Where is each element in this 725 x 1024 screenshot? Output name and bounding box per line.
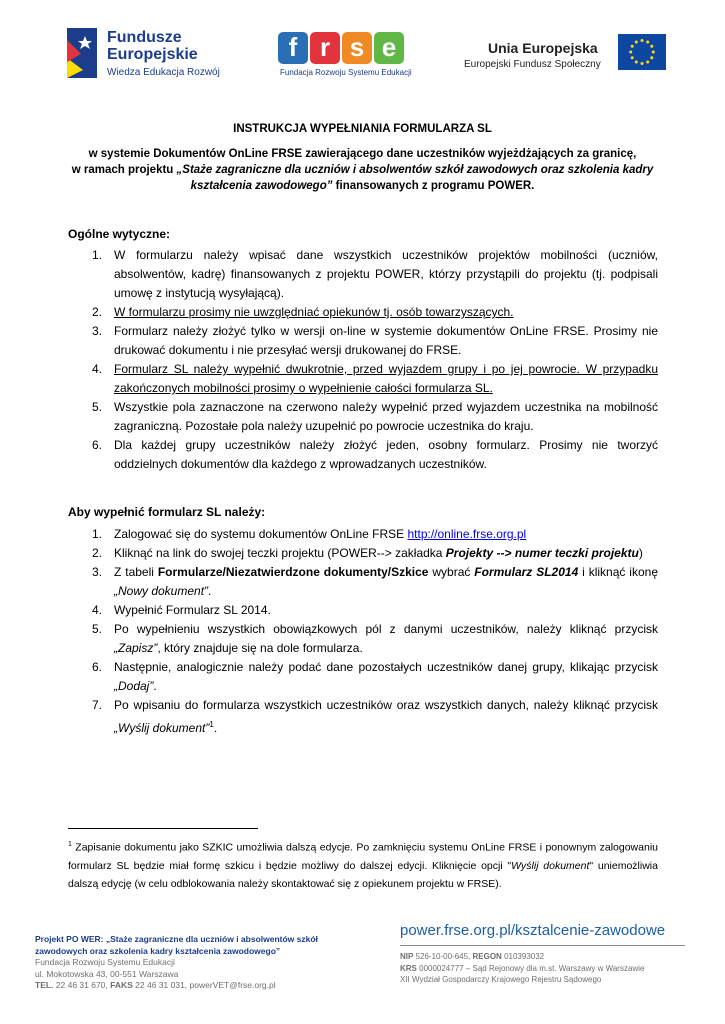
ue-logo-line1: Unia Europejska bbox=[488, 40, 598, 56]
general-guidelines-heading: Ogólne wytyczne: bbox=[68, 227, 171, 241]
list-item bbox=[68, 360, 658, 398]
item-text: i kliknąć ikonę bbox=[578, 565, 658, 579]
steps-list bbox=[68, 525, 658, 738]
footer-regon-label: REGON bbox=[472, 952, 502, 961]
item-text: . bbox=[208, 584, 212, 598]
item-text: Z tabeli bbox=[114, 565, 158, 579]
item-number: 1. bbox=[92, 248, 103, 262]
item-text: , który znajduje się na dole formularza. bbox=[157, 641, 363, 655]
item-text: Wypełnić Formularz SL 2014. bbox=[114, 603, 271, 617]
footer-left bbox=[35, 934, 355, 992]
footer-right bbox=[400, 951, 700, 986]
footer-krs-label: KRS bbox=[400, 963, 417, 973]
frse-logo-subtitle: Fundacja Rozwoju Systemu Edukacji bbox=[280, 68, 412, 77]
footnote-separator bbox=[68, 828, 258, 829]
footer-url[interactable]: power.frse.org.pl/ksztalcenie-zawodowe bbox=[400, 922, 666, 939]
footer-regon: 010393032 bbox=[501, 952, 545, 961]
list-item bbox=[68, 398, 658, 436]
item-text: Dla każdej grupy uczestników należy złożyć jeden, osobny formularz. Prosimy nie tworzyć oddzielnych dokumentów dla każdego z wprowadzanych uczestników. bbox=[114, 438, 658, 471]
item-text: . bbox=[153, 679, 157, 693]
item-text: W formularzu należy wpisać dane wszystkich uczestników projektów mobilności (uczniów, absolwentów, kadrę) finansowanych z projektu POWER, którzy przystąpili do projektu (tj. podpisali umowę z instytucją wysyłającą). bbox=[114, 248, 658, 300]
subtitle-project-name-cont: kształcenia zawodowego” bbox=[190, 180, 333, 192]
item-emphasis: Projekty --> numer teczki projektu bbox=[445, 546, 639, 560]
steps-heading: Aby wypełnić formularz SL należy: bbox=[68, 505, 266, 519]
unia-europejska-logo bbox=[464, 34, 670, 84]
footer-tel-label: TEL. bbox=[35, 980, 54, 990]
item-emphasis: „Wyślij dokument” bbox=[114, 721, 210, 735]
item-number: 4. bbox=[92, 362, 103, 376]
frse-letter-f: f bbox=[278, 32, 308, 64]
fe-logo-line3: Wiedza Edukacja Rozwój bbox=[107, 67, 220, 78]
frse-letter-s: s bbox=[342, 32, 372, 64]
fe-logo-line1: Fundusze bbox=[107, 29, 182, 46]
list-item bbox=[68, 601, 658, 620]
footer-project-text: „Staże zagraniczne dla uczniów i absolwentów szkół zawodowych oraz szkolenia kadry kształcenia zawodowego” bbox=[35, 934, 318, 956]
online-frse-link[interactable]: http://online.frse.org.pl bbox=[407, 527, 527, 541]
frse-logo bbox=[278, 32, 412, 84]
footnote-ref: 1 bbox=[209, 720, 214, 729]
list-item bbox=[68, 658, 658, 696]
footer-fax-label: FAKS bbox=[110, 980, 133, 990]
footer-separator bbox=[400, 945, 685, 946]
item-number: 2. bbox=[92, 546, 103, 560]
item-number: 2. bbox=[92, 305, 103, 319]
subtitle-line2-pre: w ramach projektu bbox=[71, 164, 177, 176]
list-item bbox=[68, 544, 658, 563]
frse-letter-e: e bbox=[374, 32, 404, 64]
footer-project-label: Projekt PO WER: bbox=[35, 934, 106, 944]
item-text: Formularz SL należy wypełnić dwukrotnie, przed wyjazdem grupy i po jej powrocie. W przypadku zakończonych mobilności prosimy o wypełnienie całości formularza SL. bbox=[114, 362, 658, 395]
document-subtitle bbox=[60, 146, 665, 194]
footer-nip-label: NIP bbox=[400, 952, 414, 961]
general-guidelines-list bbox=[68, 246, 658, 474]
subtitle-project-name: „Staże zagraniczne dla uczniów i absolwentów szkół zawodowych oraz szkolenia kadry bbox=[176, 164, 654, 176]
footer-tel: 22 46 31 670, bbox=[53, 980, 111, 990]
frse-letter-r: r bbox=[310, 32, 340, 64]
footer-krs: 0000024777 – Sąd Rejonowy dla m.st. Warszawy w Warszawie bbox=[416, 963, 645, 973]
footer-address: ul. Mokotowska 43, 00-551 Warszawa bbox=[35, 968, 179, 979]
footnote-emphasis: Wyślij dokument bbox=[511, 859, 590, 872]
footnote bbox=[68, 836, 658, 893]
list-item bbox=[68, 620, 658, 658]
item-text: Po wpisaniu do formularza wszystkich uczestników oraz wszystkich danych, należy kliknąć przycisk bbox=[114, 698, 658, 712]
list-item bbox=[68, 525, 658, 544]
item-text: W formularzu prosimy nie uwzględniać opiekunów tj. osób towarzyszących. bbox=[114, 305, 514, 319]
eu-flag-icon bbox=[618, 34, 666, 70]
item-text: Po wypełnieniu wszystkich obowiązkowych pól z danymi uczestników, należy kliknąć przycisk bbox=[114, 622, 658, 636]
subtitle-line1: w systemie Dokumentów OnLine FRSE zawierającego dane uczestników wyjeżdżających za granicę, bbox=[88, 148, 637, 160]
item-number: 5. bbox=[92, 400, 103, 414]
item-text: Wszystkie pola zaznaczone na czerwono należy wypełnić przed wyjazdem uczestnika na mobilność zagraniczną. Pozostałe pola należy uzupełnić po powrocie uczestnika do kraju. bbox=[114, 400, 658, 433]
item-emphasis: „Dodaj” bbox=[114, 679, 154, 693]
list-item bbox=[68, 563, 658, 601]
list-item bbox=[68, 322, 658, 360]
item-number: 5. bbox=[92, 622, 103, 636]
item-number: 1. bbox=[92, 527, 103, 541]
item-text: Kliknąć na link do swojej teczki projektu (POWER--> zakładka bbox=[114, 546, 446, 560]
item-number: 7. bbox=[92, 698, 103, 712]
footnote-text-end: " uniemożliwia dalszą edycję (w celu odblokowania należy skontaktować się z opiekunem projektu w FRSE). bbox=[68, 859, 658, 890]
item-emphasis: Formularz SL2014 bbox=[474, 565, 579, 579]
item-emphasis: Formularze/Niezatwierdzone dokumenty/Szkice bbox=[157, 565, 429, 579]
footer-fax: 22 46 31 031, powerVET@frse.org.pl bbox=[132, 980, 276, 990]
fe-logo-line2: Europejskie bbox=[107, 46, 198, 63]
item-emphasis: „Zapisz” bbox=[114, 641, 158, 655]
fundusze-europejskie-logo bbox=[67, 26, 237, 82]
footnote-text: Zapisanie dokumentu jako SZKIC umożliwia dalszą edycje. Po zamknięciu systemu OnLine FRSE i ponownym zalogowaniu formularz SL będzie miał formę szkicu i będzie możliwy do dalszej edycji. Kliknięcie opcji " bbox=[68, 841, 658, 872]
document-title: INSTRUKCJA WYPEŁNIANIA FORMULARZA SL bbox=[233, 123, 492, 135]
list-item bbox=[68, 696, 658, 738]
item-text: Następnie, analogicznie należy podać dane pozostałych uczestników danej grupy, klikając przycisk bbox=[114, 660, 658, 674]
item-text: ) bbox=[638, 546, 643, 560]
item-number: 4. bbox=[92, 603, 103, 617]
item-emphasis: „Nowy dokument” bbox=[114, 584, 209, 598]
item-number: 3. bbox=[92, 565, 103, 579]
footer-court: XII Wydział Gospodarczy Krajowego Rejestru Sądowego bbox=[400, 975, 602, 984]
fe-flag-icon bbox=[67, 28, 97, 78]
list-item bbox=[68, 436, 658, 474]
item-text: wybrać bbox=[428, 565, 475, 579]
subtitle-line3-post: finansowanych z programu POWER. bbox=[332, 180, 535, 192]
ue-logo-line2: Europejski Fundusz Społeczny bbox=[464, 59, 601, 70]
item-number: 6. bbox=[92, 438, 103, 452]
list-item bbox=[68, 246, 658, 303]
footer-nip: 526-10-00-645, bbox=[413, 952, 473, 961]
list-item bbox=[68, 303, 658, 322]
item-number: 6. bbox=[92, 660, 103, 674]
item-text: Zalogować się do systemu dokumentów OnLine FRSE bbox=[114, 527, 408, 541]
item-text: Formularz należy złożyć tylko w wersji on-line w systemie dokumentów OnLine FRSE. Prosimy nie drukować dokumentu i nie przesyłać wersji drukowanej do FRSE. bbox=[114, 324, 658, 357]
footnote-number: 1 bbox=[68, 841, 72, 848]
item-number: 3. bbox=[92, 324, 103, 338]
item-text: . bbox=[213, 721, 218, 735]
footer-org: Fundacja Rozwoju Systemu Edukacji bbox=[35, 957, 175, 967]
